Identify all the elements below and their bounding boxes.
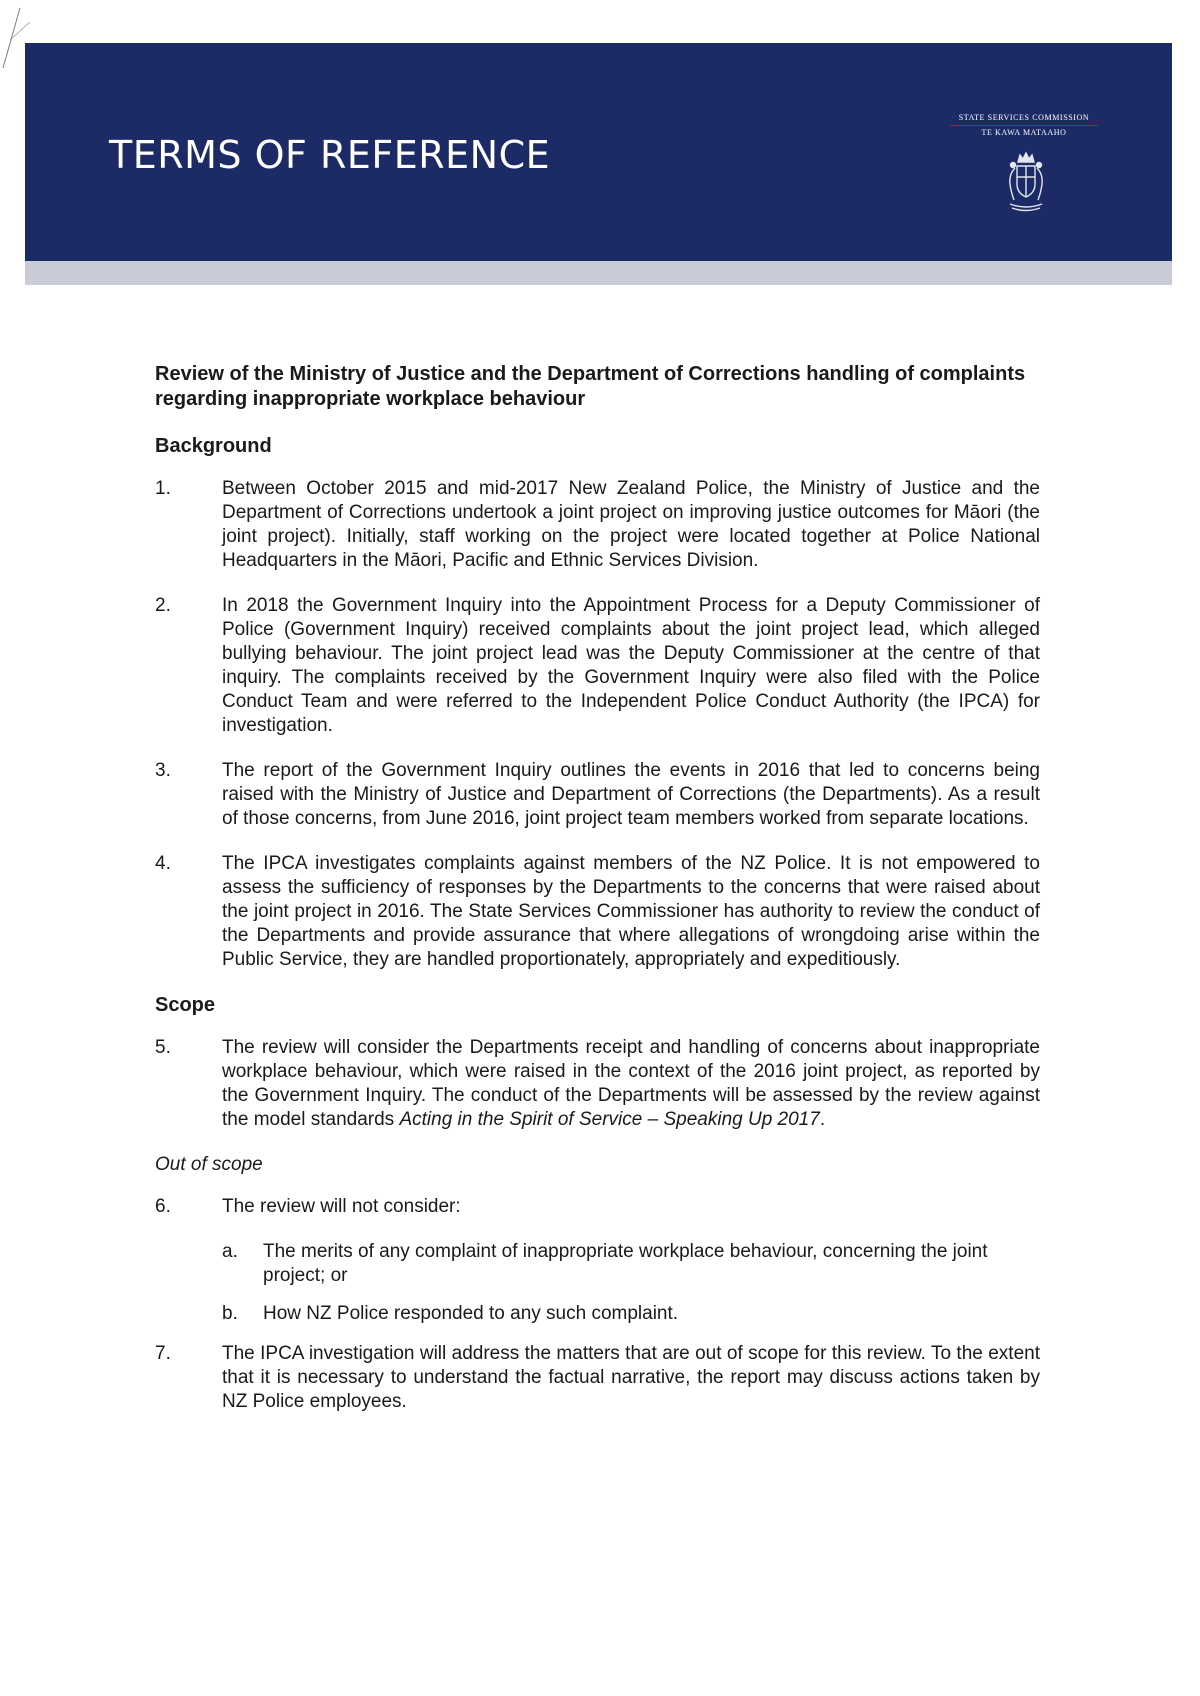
document-body: [155, 362, 1040, 1435]
paragraph-number: 7.: [155, 1343, 171, 1364]
header-strip: [25, 261, 1172, 285]
list-item: [155, 1240, 1040, 1288]
paragraph-1: [155, 477, 1040, 573]
paragraph-text: In 2018 the Government Inquiry into the Appointment Process for a Deputy Commissioner of Police (Government Inquiry) received complaints about the joint project lead, which alleged bullying behaviour. The joint project lead was the Deputy Commissioner at the centre of that inquiry. The complaints received by the Government Inquiry were also filed with the Police Conduct Team and were referred to the Independent Police Conduct Authority (the IPCA) for investigation.: [222, 595, 1040, 736]
out-of-scope-heading: Out of scope: [155, 1154, 263, 1175]
list-item-text: The merits of any complaint of inappropriate workplace behaviour, concerning the joint project; or: [263, 1241, 988, 1286]
list-item-letter: b.: [222, 1303, 238, 1324]
paragraph-text: The report of the Government Inquiry outlines the events in 2016 that led to concerns being raised with the Ministry of Justice and Department of Corrections (the Departments). As a result of those concerns, from June 2016, joint project team members worked from separate locations.: [222, 760, 1040, 829]
commission-maori-name: TE KAWA MATAAHO: [981, 128, 1067, 137]
paragraph-number: 2.: [155, 595, 171, 616]
paragraph-number: 6.: [155, 1196, 171, 1217]
background-heading: Background: [155, 435, 272, 457]
scope-heading: Scope: [155, 994, 216, 1016]
list-item-text: How NZ Police responded to any such complaint.: [263, 1303, 679, 1324]
paragraph-end: .: [819, 1109, 826, 1130]
paragraph-text: Between October 2015 and mid-2017 New Zealand Police, the Ministry of Justice and the Department of Corrections undertook a joint project on improving justice outcomes for Māori (the joint project). Initially, staff working on the project were located together at Police National Headquarters in the Māori, Pacific and Ethnic Services Division.: [222, 478, 1040, 571]
standard-title: Acting in the Spirit of Service – Speaking Up 2017: [399, 1109, 820, 1130]
list-item: [155, 1302, 1040, 1326]
paragraph-2: [155, 594, 1040, 738]
list-item-letter: a.: [222, 1241, 238, 1262]
paragraph-number: 5.: [155, 1037, 171, 1058]
paragraph-6: [155, 1195, 1040, 1219]
paragraph-number: 4.: [155, 853, 171, 874]
out-of-scope-list: [155, 1240, 1040, 1326]
paragraph-number: 1.: [155, 478, 171, 499]
paragraph-7: [155, 1342, 1040, 1414]
commission-wordmark: [950, 113, 1098, 137]
paragraph-text: The review will not consider:: [222, 1196, 461, 1217]
nz-coat-of-arms-icon: [998, 150, 1054, 214]
paragraph-text: The review will consider the Departments receipt and handling of concerns about inappropriate workplace behaviour, which were raised in the context of the 2016 joint project, as reported by the Government Inquiry. The conduct of the Departments will be assessed by the review against the model standards: [222, 1037, 1040, 1130]
banner-title: TERMS OF REFERENCE: [109, 133, 551, 177]
paragraph-text: The IPCA investigation will address the matters that are out of scope for this review. To the extent that it is necessary to understand the factual narrative, the report may discuss actions taken by NZ Police employees.: [222, 1343, 1040, 1412]
commission-name: STATE SERVICES COMMISSION: [950, 113, 1098, 126]
paragraph-3: [155, 759, 1040, 831]
document-title: Review of the Ministry of Justice and the Department of Corrections handling of complaints regarding inappropriate workplace behaviour: [155, 363, 1026, 410]
paragraph-4: [155, 852, 1040, 972]
paragraph-5: [155, 1036, 1040, 1132]
paragraph-number: 3.: [155, 760, 171, 781]
paragraph-text: The IPCA investigates complaints against members of the NZ Police. It is not empowered to assess the sufficiency of responses by the Departments to the concerns that were raised about the joint project in 2016. The State Services Commissioner has authority to review the conduct of the Departments and provide assurance that where allegations of wrongdoing arise within the Public Service, they are handled proportionately, appropriately and expeditiously.: [222, 853, 1040, 970]
